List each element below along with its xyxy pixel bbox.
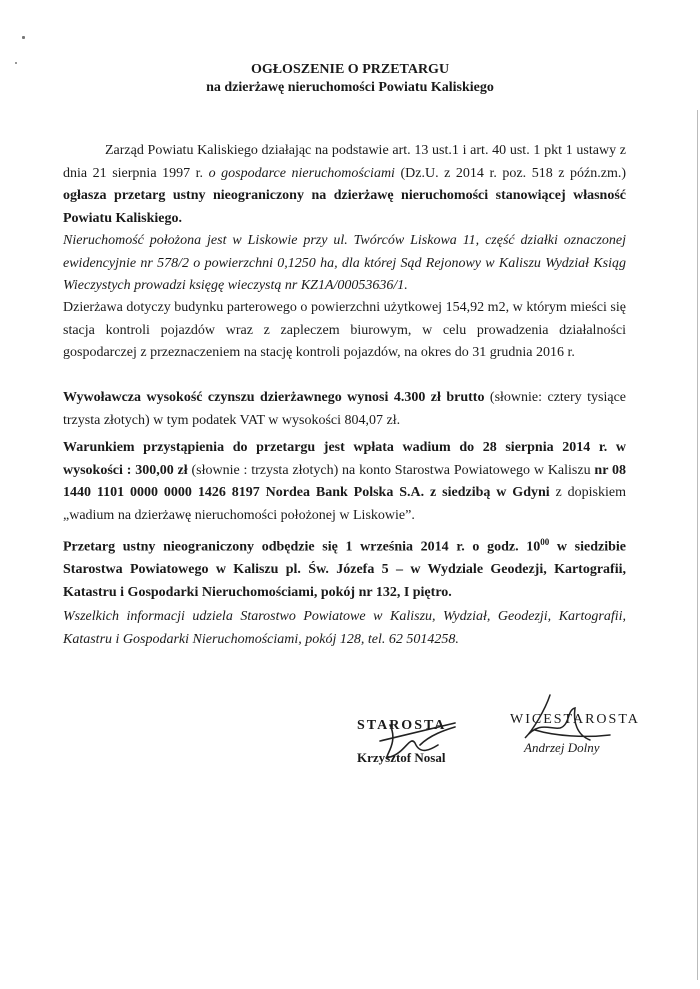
rent-amount: Wywoławcza wysokość czynszu dzierżawnego wynosi 4.300 zł brutto (63, 390, 485, 405)
paragraph-property-location: Nieruchomość położona jest w Liskowie przy ul. Twórców Liskowa 11, część działki oznaczonej ewidencyjnie nr 578/2 o powierzchni 0,1250 ha, dla której Sąd Rejonowy w Kaliszu Wydział Ksiąg Wieczystych prowadzi księgę wieczystą nr KZ1A/00053636/1. (63, 233, 626, 293)
scan-edge-line (697, 110, 698, 980)
paragraph-rent (63, 387, 626, 432)
intro-act-title: o gospodarce nieruchomościami (208, 165, 395, 181)
rent-words: (słownie: cztery tysiące trzysta złotych) w tym podatek VAT w wysokości 804,07 zł. (63, 390, 626, 428)
paragraph-auction-date (63, 531, 626, 604)
auction-time-minutes: 00 (540, 537, 550, 547)
handwritten-signature-left (360, 715, 470, 765)
signature-name-right: Andrzej Dolny (524, 740, 600, 755)
deposit-note: z dopiskiem „wadium na dzierżawę nieruchomości położonej w Liskowie”. (63, 485, 627, 523)
intro-text: Zarząd Powiatu Kaliskiego działając na podstawie art. 13 ust.1 i art. 40 ust. 1 pkt 1 ustawy z dnia 21 sierpnia 1997 r. (63, 143, 626, 181)
deposit-condition: Warunkiem przystąpienia do przetargu jest wpłata wadium do 28 sierpnia 2014 r. w wysokości : 300,00 zł (63, 440, 626, 478)
paragraph-contact: Wszelkich informacji udziela Starostwo Powiatowe w Kaliszu, Wydział, Geodezji, Kartografii, Katastru i Gospodarki Nieruchomościami, pokój 128, tel. 62 5014258. (63, 609, 626, 647)
paragraph-lease-details: Dzierżawa dotyczy budynku parterowego o powierzchni użytkowej 154,92 m2, w którym mieści się stacja kontroli pojazdów wraz z zapleczem biurowym, w celu prowadzenia działalności gospodarczej z przeznaczeniem na stację kontroli pojazdów, na okres do 31 grudnia 2016 r. (63, 300, 626, 360)
paragraph-deposit (63, 437, 626, 527)
paragraph-intro (63, 140, 626, 230)
auction-date: Przetarg ustny nieograniczony odbędzie się 1 września 2014 r. o godz. 10 (63, 539, 541, 555)
announcement-title: OGŁOSZENIE O PRZETARGU (250, 62, 450, 77)
intro-announcement: ogłasza przetarg ustny nieograniczony na dzierżawę nieruchomości stanowiącej własność Powiatu Kaliskiego. (63, 188, 626, 226)
signature-title-left: STAROSTA (357, 718, 447, 733)
scan-speck (22, 36, 25, 39)
bank-account-number: nr 08 1440 1101 0000 0000 1426 8197 Nordea Bank Polska S.A. z siedzibą w Gdyni (63, 462, 626, 500)
auction-location: w siedzibie Starostwa Powiatowego w Kaliszu pl. Św. Józefa 5 – w Wydziale Geodezji, Kartografii, Katastru i Gospodarki Nieruchomościami, pokój nr 132, I piętro. (63, 539, 626, 600)
intro-journal-ref: (Dz.U. z 2014 r. poz. 518 z późn.zm.) (394, 165, 627, 181)
handwritten-signature-right (515, 690, 625, 750)
signature-title-right: WICESTAROSTA (510, 712, 640, 727)
signature-name-left: Krzysztof Nosal (357, 750, 446, 765)
deposit-account-intro: (słownie : trzysta złotych) na konto Starostwa Powiatowego w Kaliszu (187, 462, 595, 478)
announcement-subtitle: na dzierżawę nieruchomości Powiatu Kaliskiego (206, 80, 494, 95)
